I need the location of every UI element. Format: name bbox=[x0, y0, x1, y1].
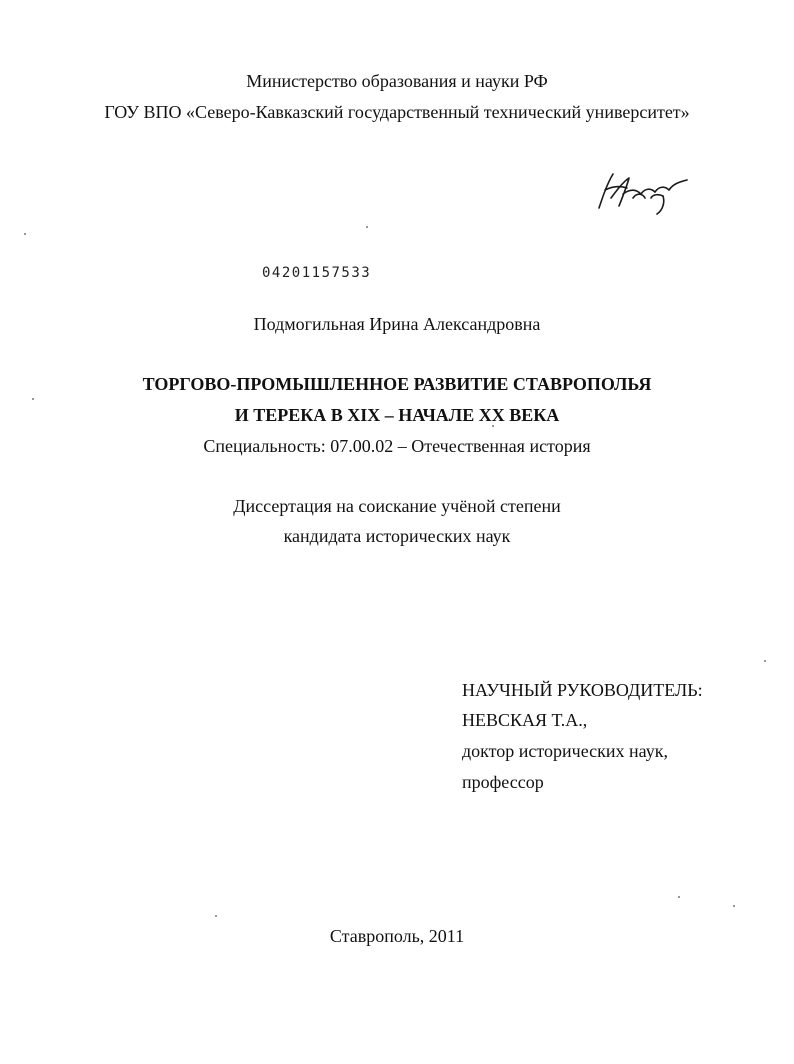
thesis-title-line-2: И ТЕРЕКА В XIX – НАЧАЛЕ XX ВЕКА bbox=[234, 405, 560, 425]
scan-speck bbox=[366, 226, 368, 228]
supervisor-rank: профессор bbox=[462, 772, 544, 792]
scan-speck bbox=[764, 660, 766, 662]
degree-line-2: кандидата исторических наук bbox=[283, 526, 511, 546]
scan-speck bbox=[215, 915, 217, 917]
city-year: Ставрополь, 2011 bbox=[329, 926, 465, 946]
scan-speck bbox=[733, 905, 735, 907]
supervisor-degree: доктор исторических наук, bbox=[462, 741, 668, 761]
handwritten-signature-icon bbox=[593, 168, 693, 216]
thesis-title-line-1: ТОРГОВО-ПРОМЫШЛЕННОЕ РАЗВИТИЕ СТАВРОПОЛЬЯ bbox=[142, 374, 652, 394]
scan-speck bbox=[678, 896, 680, 898]
scan-speck bbox=[492, 425, 494, 427]
supervisor-name: НЕВСКАЯ Т.А., bbox=[462, 710, 588, 730]
scan-speck bbox=[32, 398, 34, 400]
specialty-line: Специальность: 07.00.02 – Отечественная история bbox=[203, 436, 591, 456]
ministry-line: Министерство образования и науки РФ bbox=[246, 71, 548, 91]
author-name: Подмогильная Ирина Александровна bbox=[253, 314, 541, 334]
document-number: 04201157533 bbox=[262, 265, 372, 281]
degree-line-1: Диссертация на соискание учёной степени bbox=[233, 496, 561, 516]
university-line: ГОУ ВПО «Северо-Кавказский государственный технический университет» bbox=[104, 102, 690, 122]
supervisor-heading: НАУЧНЫЙ РУКОВОДИТЕЛЬ: bbox=[462, 680, 703, 700]
scan-speck bbox=[24, 233, 26, 235]
